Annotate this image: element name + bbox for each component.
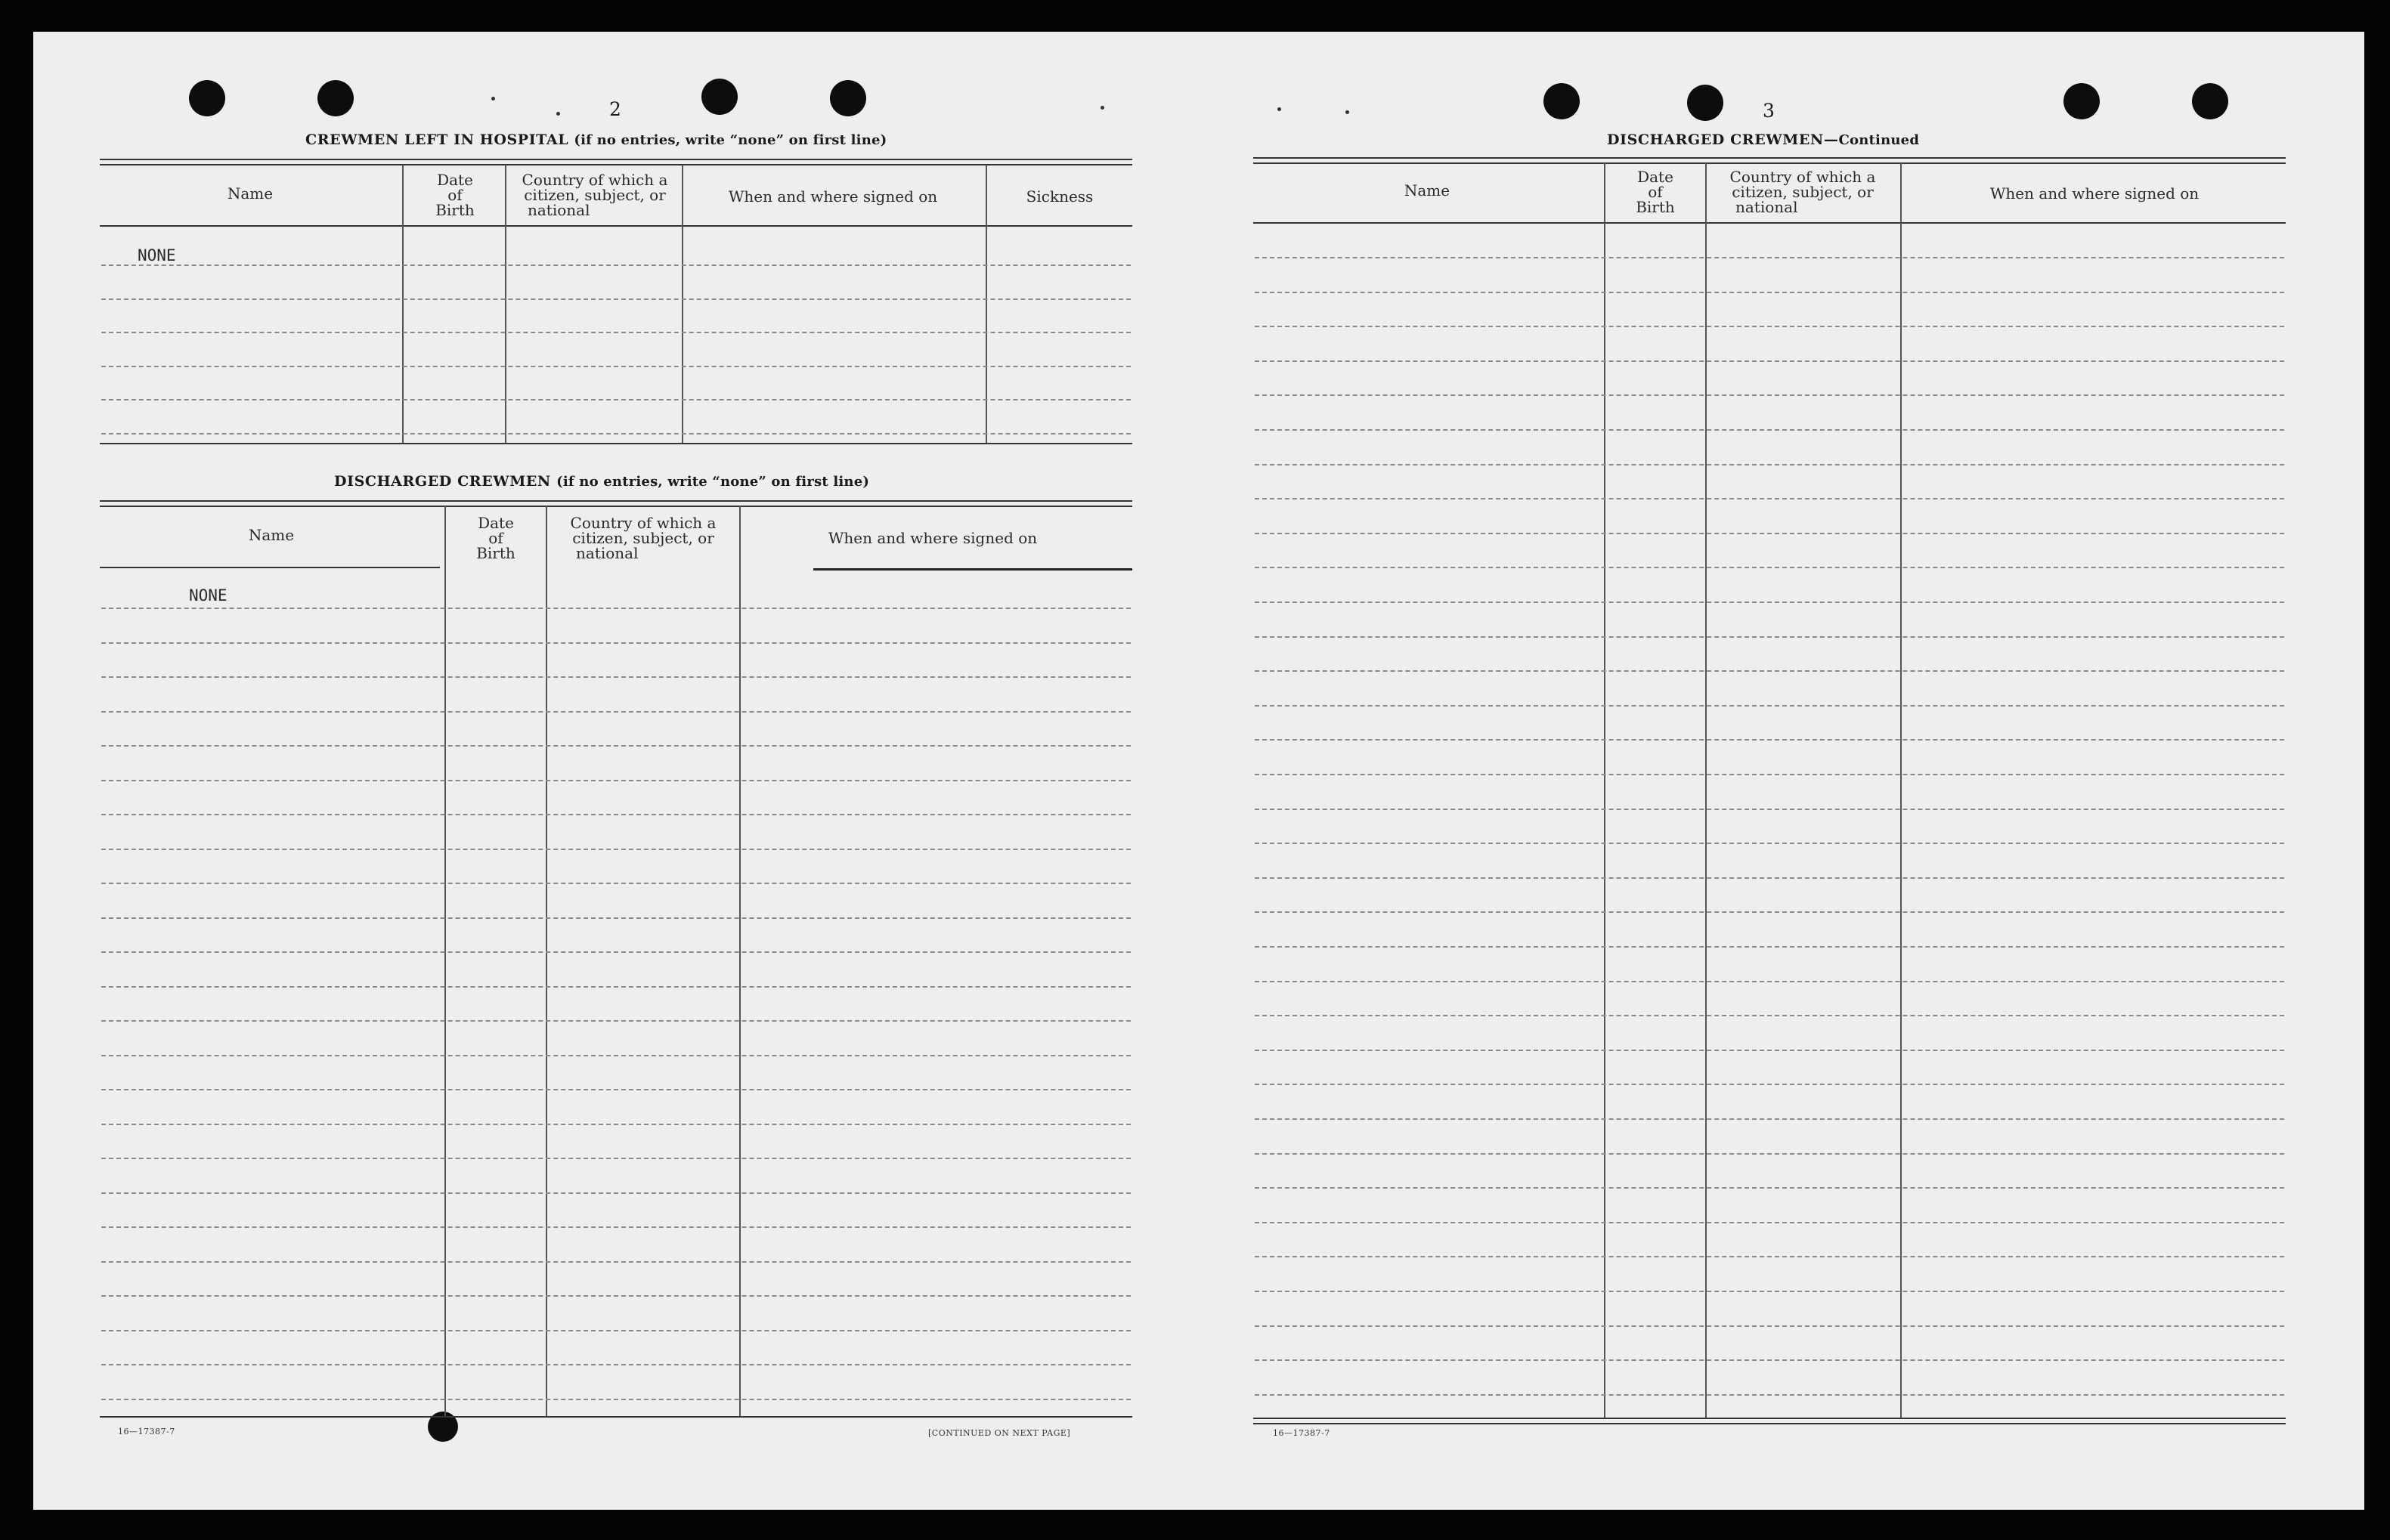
dob-line: of — [447, 186, 463, 204]
entry-line — [1255, 464, 2284, 465]
entry-line — [101, 711, 1131, 713]
right-col-name: Name — [1404, 181, 1450, 199]
entry-line — [1255, 1394, 2284, 1396]
entry-line — [101, 298, 1131, 300]
speck — [491, 97, 495, 101]
entry-line — [101, 264, 1131, 266]
entry-line — [101, 1055, 1131, 1056]
entry-line — [1255, 1084, 2284, 1085]
hospital-col-country — [508, 172, 682, 218]
entry-line — [1255, 877, 2284, 879]
discharged-col-dob — [447, 515, 544, 561]
form-number-right: 16—17387-7 — [1273, 1428, 1330, 1438]
entry-line — [101, 814, 1131, 815]
hospital-col-sickness: Sickness — [1026, 187, 1094, 206]
punch-hole — [1687, 85, 1723, 121]
entry-line — [101, 332, 1131, 333]
right-col-country — [1708, 169, 1897, 215]
right-section-title — [1607, 131, 1919, 148]
entry-line — [101, 1124, 1131, 1125]
punch-hole — [2063, 83, 2100, 119]
entry-line — [1255, 257, 2284, 258]
entry-line — [101, 1158, 1131, 1159]
column-divider — [1705, 163, 1707, 1418]
entry-line — [1255, 326, 2284, 327]
continued-note: [CONTINUED ON NEXT PAGE] — [928, 1428, 1071, 1438]
hospital-col-dob — [405, 172, 505, 218]
right-top-rule — [1253, 157, 2286, 164]
entry-line — [1255, 1222, 2284, 1223]
discharged-col-signed: When and where signed on — [828, 529, 1038, 547]
speck — [556, 112, 560, 116]
entry-line — [1255, 911, 2284, 913]
country-line: Country of which a — [522, 171, 668, 189]
entry-line — [101, 1261, 1131, 1263]
entry-line — [101, 917, 1131, 919]
entry-line — [1255, 946, 2284, 948]
entry-line — [1255, 1359, 2284, 1361]
speck — [1277, 107, 1281, 111]
speck — [1345, 110, 1349, 114]
discharged-title-main: DISCHARGED CREWMEN — [334, 473, 551, 490]
entry-line — [1255, 292, 2284, 293]
dob-line: of — [488, 529, 503, 547]
entry-line — [1255, 567, 2284, 568]
page-number-left: 2 — [609, 98, 621, 120]
punch-hole — [2192, 83, 2228, 119]
country-line: citizen, subject, or — [524, 186, 666, 204]
entry-line — [1255, 1187, 2284, 1189]
country-line: national — [1735, 198, 1798, 216]
column-divider — [1604, 163, 1605, 1418]
right-col-dob — [1607, 169, 1704, 215]
entry-line — [101, 951, 1131, 953]
country-line: Country of which a — [570, 514, 717, 532]
column-divider — [1900, 163, 1902, 1418]
entry-line — [1255, 394, 2284, 396]
entry-line — [101, 433, 1131, 434]
entry-line — [1255, 739, 2284, 741]
discharged-first-entry: NONE — [189, 586, 228, 605]
entry-line — [101, 399, 1131, 400]
entry-line — [1255, 1291, 2284, 1292]
column-divider — [986, 165, 987, 443]
right-header-rule — [1253, 222, 2286, 224]
entry-line — [1255, 843, 2284, 844]
dob-line: Birth — [435, 201, 475, 219]
hospital-col-name: Name — [227, 184, 274, 203]
discharged-header-rule-name — [100, 567, 440, 568]
entry-line — [1255, 498, 2284, 499]
discharged-section-title — [334, 473, 869, 490]
entry-line — [1255, 705, 2284, 707]
punch-hole — [317, 80, 354, 116]
speck — [1101, 106, 1104, 110]
entry-line — [101, 883, 1131, 884]
dob-line: Birth — [476, 544, 515, 562]
hospital-header-rule — [100, 225, 1132, 227]
form-number-left: 16—17387-7 — [118, 1427, 175, 1436]
entry-line — [1255, 1256, 2284, 1257]
entry-line — [101, 1330, 1131, 1331]
discharged-header-rule-signed — [813, 568, 1132, 571]
entry-line — [101, 608, 1131, 609]
entry-line — [1255, 533, 2284, 534]
entry-line — [1255, 429, 2284, 431]
document-sheet — [33, 32, 2364, 1510]
entry-line — [1255, 1118, 2284, 1120]
dob-line: Date — [1637, 168, 1673, 186]
entry-line — [1255, 1015, 2284, 1016]
entry-line — [1255, 601, 2284, 603]
entry-line — [1255, 809, 2284, 810]
entry-line — [101, 1089, 1131, 1090]
country-line: citizen, subject, or — [1732, 183, 1874, 201]
entry-line — [101, 1295, 1131, 1297]
entry-line — [1255, 1153, 2284, 1155]
entry-line — [1255, 1050, 2284, 1051]
hospital-first-entry: NONE — [138, 246, 176, 264]
country-line: national — [576, 544, 639, 562]
punch-hole — [701, 79, 738, 115]
column-divider — [505, 165, 506, 443]
entry-line — [101, 986, 1131, 988]
entry-line — [101, 366, 1131, 367]
entry-line — [101, 676, 1131, 678]
right-col-signed: When and where signed on — [1989, 184, 2200, 203]
dob-line: Birth — [1636, 198, 1675, 216]
entry-line — [1255, 981, 2284, 982]
page-number-right: 3 — [1763, 100, 1775, 122]
entry-line — [101, 642, 1131, 644]
dob-line: of — [1648, 183, 1663, 201]
discharged-bottom-rule — [100, 1416, 1132, 1418]
entry-line — [101, 745, 1131, 747]
discharged-col-country — [549, 515, 738, 561]
hospital-top-rule — [100, 159, 1132, 165]
entry-line — [1255, 670, 2284, 672]
entry-line — [1255, 1325, 2284, 1327]
column-divider — [402, 165, 404, 443]
hospital-bottom-rule — [100, 443, 1132, 444]
hospital-col-signed: When and where signed on — [728, 187, 938, 206]
hospital-title-main: CREWMEN LEFT IN HOSPITAL — [305, 131, 569, 148]
country-line: national — [528, 201, 590, 219]
dob-line: Date — [478, 514, 514, 532]
entry-line — [101, 1226, 1131, 1228]
entry-line — [101, 1020, 1131, 1022]
right-title-suffix: Continued — [1838, 132, 1920, 148]
entry-line — [101, 1364, 1131, 1365]
entry-line — [101, 1399, 1131, 1400]
right-bottom-rule — [1253, 1418, 2286, 1424]
hospital-title-note: (if no entries, write “none” on first line) — [574, 132, 887, 148]
punch-hole — [189, 80, 225, 116]
country-line: Country of which a — [1729, 168, 1876, 186]
hospital-section-title — [305, 131, 887, 148]
punch-hole — [830, 80, 866, 116]
country-line: citizen, subject, or — [572, 529, 714, 547]
discharged-top-rule — [100, 500, 1132, 507]
discharged-col-name: Name — [248, 526, 295, 544]
entry-line — [1255, 360, 2284, 362]
entry-line — [101, 780, 1131, 781]
entry-line — [1255, 636, 2284, 638]
entry-line — [101, 849, 1131, 850]
dob-line: Date — [437, 171, 473, 189]
column-divider — [682, 165, 683, 443]
entry-line — [101, 1192, 1131, 1194]
right-title-main: DISCHARGED CREWMEN— — [1607, 131, 1839, 148]
entry-line — [1255, 774, 2284, 775]
punch-hole — [1543, 83, 1580, 119]
discharged-title-note: (if no entries, write “none” on first line) — [556, 474, 870, 490]
